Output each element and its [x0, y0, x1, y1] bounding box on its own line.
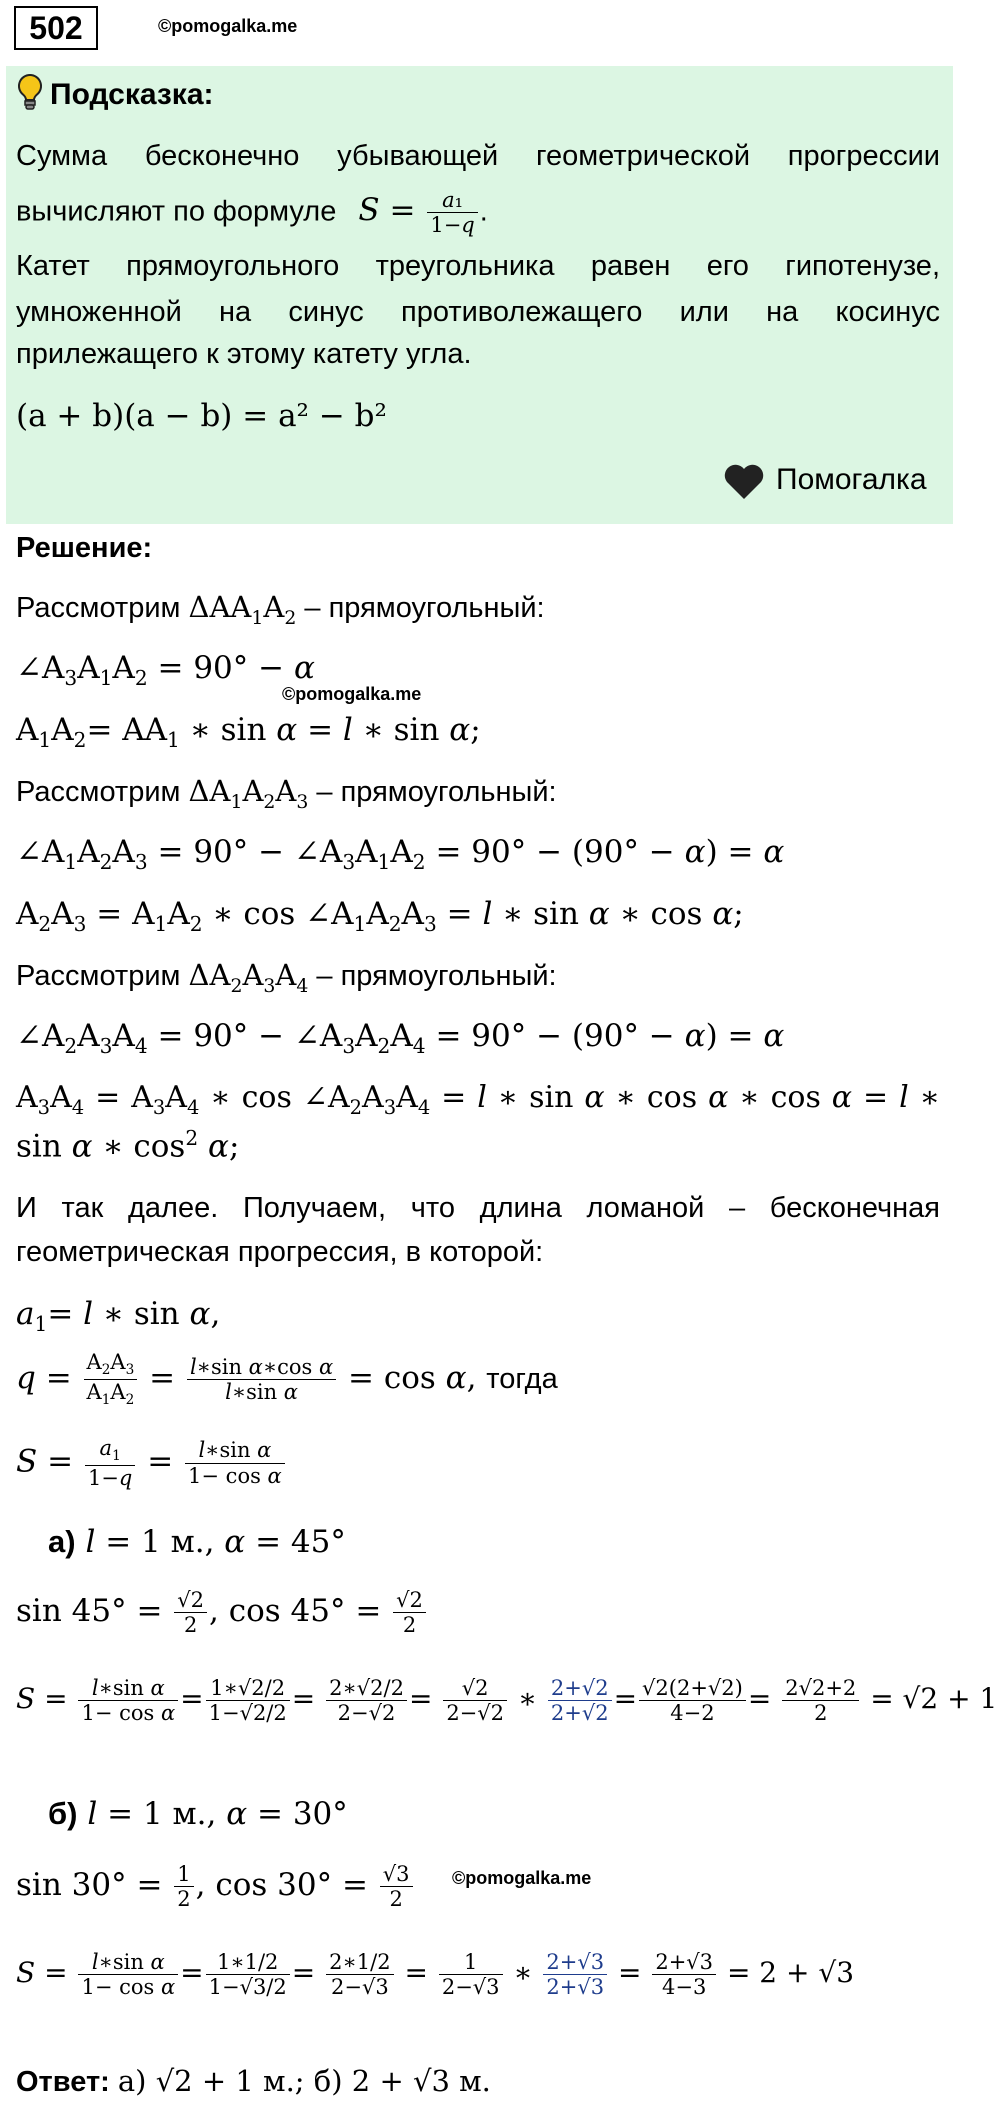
hint-line-2-text: вычисляют по формуле — [16, 195, 337, 228]
hint-line-5: прилежащего к этому катету угла. — [16, 338, 472, 370]
watermark-low: ©pomogalka.me — [452, 1868, 592, 1888]
hint-title: Подсказка: — [50, 78, 214, 111]
sol-line-4: Рассмотрим $\Delta A_1A_2A_3$ – прямоугольный: — [16, 774, 557, 813]
sol-line-11: И так далее. Получаем, что длина ломаной – бесконечная — [16, 1192, 940, 1224]
hint-formula-2: (a + b)(a − b) = a² − b² — [16, 398, 387, 434]
hint-line-2: вычисляют по формуле S = $\frac{\text{a₁}}{1-q}$ . — [16, 188, 488, 238]
sol-line-8: $\angle A_2A_3A_4 = 90^\circ$ − $\angle A_3A_2A_4 = 90^\circ - (90^\circ - \alpha) = \alpha$ — [16, 1018, 785, 1059]
watermark-mid: ©pomogalka.me — [282, 684, 422, 704]
part-b-trig: sin 30° = $\frac{1}{2}$ , cos 30° = $\frac{√3}{2}$ — [16, 1862, 415, 1911]
sol-line-2: $\angle A_3A_1A_2 = 90^\circ - \alpha$ — [16, 650, 315, 691]
sol-line-10: sin α ∗ $\cos^2 \alpha$; — [16, 1126, 240, 1165]
hint-line-4: умноженной на синус противолежащего или на косинус — [16, 296, 940, 328]
sol-line-1: Рассмотрим $\Delta AA_1A_2$ – прямоугольный: — [16, 590, 545, 629]
sol-line-12: геометрическая прогрессия, в которой: — [16, 1236, 544, 1268]
sol-line-3: $A_1A_2= AA_1$ ∗ sin α = l ∗ sin α; — [16, 712, 481, 753]
heart-icon — [722, 462, 766, 502]
lightbulb-icon — [14, 72, 46, 112]
part-b-header: б) l = 1 м., α = 30° — [48, 1796, 348, 1832]
answer-label: Ответ: — [16, 2066, 110, 2098]
part-a-trig: sin 45° = $\frac{√2}{2}$ , cos 45° = $\frac{√2}{2}$ — [16, 1588, 428, 1637]
sol-line-6: $A_2A_3 = A_1A_2$ ∗ $\cos \angle A_1A_2A_3 = l$ ∗ sin α ∗ cos α; — [16, 896, 744, 937]
answer-text: а) √2 + 1 м.; б) 2 + √3 м. — [117, 2064, 491, 2098]
watermark: ©pomogalka.me — [158, 16, 298, 36]
part-b-calc: S = $\frac{\text{l∗sin α}}{\text{1− cos α}}$ = $\frac{1∗1/2}{1-√3/2}$ = $\frac{2∗1/2}{2-√3}$ = $\frac{1}{2-√3}$ ∗ $\frac{2+√3}{2+√3}$ = $\frac{2+√3}{4-3}$ = 2 + √3 — [16, 1950, 855, 2000]
brand-label: Помогалка — [776, 463, 927, 496]
hint-line-3: Катет прямоугольного треугольника равен его гипотенузе, — [16, 250, 940, 282]
solution-title: Решение: — [16, 532, 153, 564]
sol-line-5: $\angle A_1A_2A_3 = 90^\circ$ − $\angle A_3A_1A_2 = 90^\circ - (90^\circ - \alpha) = \alpha$ — [16, 834, 785, 875]
sol-a1: $a_1= l$ ∗ sin α, — [16, 1296, 221, 1337]
part-a-calc: S = $\frac{\text{l∗sin α}}{\text{1− cos α}}$ = $\frac{1∗√2/2}{1-√2/2}$ = $\frac{2∗√2/2}{2-√2}$ = $\frac{√2}{2-√2}$ ∗ $\frac{2+√2}{2+√2}$ = $\frac{√2(2+√2)}{4-2}$ = $\frac{2√2+2}{2}$ = √2 + 1 — [16, 1676, 997, 1726]
problem-number: 502 — [14, 6, 98, 50]
answer-line — [16, 2064, 491, 2099]
part-a-header: а) l = 1 м., α = 45° — [48, 1524, 346, 1560]
sol-line-7: Рассмотрим $\Delta A_2A_3A_4$ – прямоугольный: — [16, 958, 557, 997]
sol-S: S = $\frac{a_1}{1-q}$ = $\frac{\text{l∗sin α}}{\text{1− cos α}}$ — [16, 1436, 287, 1490]
sol-line-9: $A_3A_4 = A_3A_4$ ∗ $\cos \angle A_2A_3A_4 = l$ ∗ sin α ∗ cos α ∗ cos α = l ∗ — [16, 1080, 941, 1119]
sol-q: q = $\frac{A_2A_3}{A_1A_2}$ = $\frac{\text{l∗sin α∗cos α}}{\text{l∗sin α}}$ = cos α, тогда — [16, 1350, 558, 1409]
hint-line-1: Сумма бесконечно убывающей геометрической прогрессии — [16, 140, 940, 172]
